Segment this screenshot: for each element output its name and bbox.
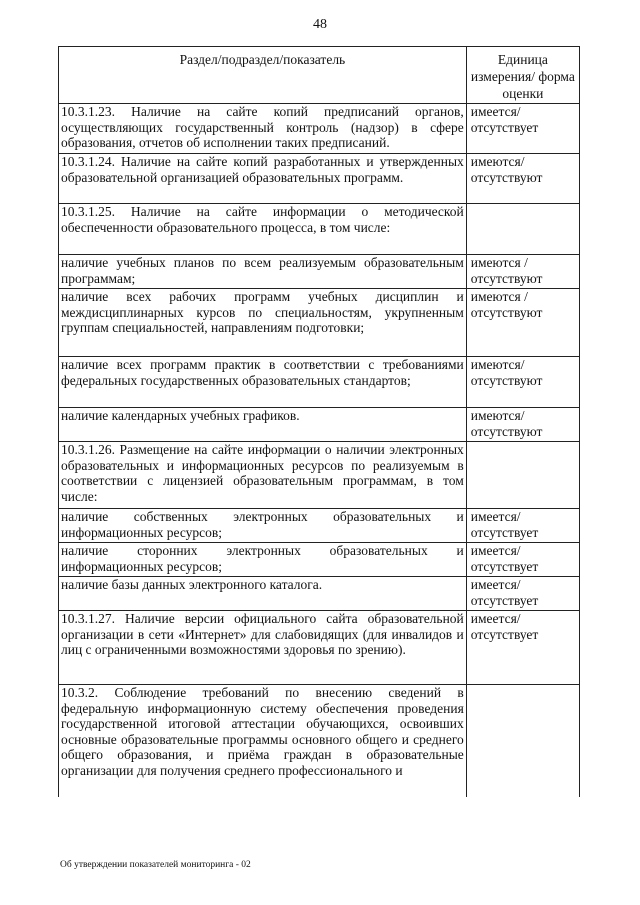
- header-unit: Единица измерения/ форма оценки: [466, 47, 579, 104]
- unit-value: имеются/ отсутствуют: [466, 408, 579, 442]
- unit-value: имеются / отсутствуют: [466, 255, 579, 289]
- unit-value: [466, 204, 579, 255]
- indicator-text: наличие базы данных электронного каталога.: [59, 577, 467, 611]
- table-row: [59, 255, 580, 289]
- page-number: 48: [313, 17, 327, 32]
- header-section: Раздел/подраздел/показатель: [59, 47, 467, 104]
- indicators-table: [58, 46, 580, 797]
- indicator-text: 10.3.1.25. Наличие на сайте информации о методической обеспеченности образовательного процесса, в том числе:: [59, 204, 467, 255]
- unit-value: [466, 442, 579, 509]
- unit-value: имеется/ отсутствует: [466, 104, 579, 154]
- table-row: [59, 509, 580, 543]
- unit-value: [466, 685, 579, 798]
- indicator-text: наличие собственных электронных образовательных и информационных ресурсов;: [59, 509, 467, 543]
- table-row: [59, 577, 580, 611]
- table-row: [59, 543, 580, 577]
- indicator-text: 10.3.1.27. Наличие версии официального сайта образовательной организации в сети «Интернет» для слабовидящих (для инвалидов и лиц с ограниченными возможностями здоровья по зрению).: [59, 611, 467, 685]
- table-row: [59, 685, 580, 798]
- unit-value: имеется/ отсутствует: [466, 577, 579, 611]
- table-row: [59, 442, 580, 509]
- indicator-text: 10.3.2. Соблюдение требований по внесению сведений в федеральную информационную систему обеспечения проведения государственной итоговой аттестации обучающихся, освоивших основные образовательные программы основного общего и среднего общего образования, и приёма граждан в образовательные организации для получения среднего профессионального и: [59, 685, 467, 798]
- indicator-text: наличие всех рабочих программ учебных дисциплин и междисциплинарных курсов по специальностям, укрупненным группам специальностей, направлениям подготовки;: [59, 289, 467, 357]
- indicator-text: наличие всех программ практик в соответствии с требованиями федеральных государственных образовательных стандартов;: [59, 357, 467, 408]
- unit-value: имеется/ отсутствует: [466, 543, 579, 577]
- table-row: [59, 289, 580, 357]
- footer-note: Об утверждении показателей мониторинга - 02: [60, 860, 251, 870]
- unit-value: имеется/ отсутствует: [466, 611, 579, 685]
- indicator-text: 10.3.1.23. Наличие на сайте копий предписаний органов, осуществляющих государственный контроль (надзор) в сфере образования, отчетов об исполнении таких предписаний.: [59, 104, 467, 154]
- table-row: [59, 611, 580, 685]
- table-row: [59, 204, 580, 255]
- indicator-text: 10.3.1.24. Наличие на сайте копий разработанных и утвержденных образовательной организацией образовательных программ.: [59, 154, 467, 204]
- table-row: [59, 357, 580, 408]
- indicator-text: наличие учебных планов по всем реализуемым образовательным программам;: [59, 255, 467, 289]
- table-header-row: [59, 47, 580, 104]
- table-row: [59, 154, 580, 204]
- unit-value: имеются / отсутствуют: [466, 289, 579, 357]
- indicator-text: наличие сторонних электронных образовательных и информационных ресурсов;: [59, 543, 467, 577]
- unit-value: имеются/ отсутствуют: [466, 357, 579, 408]
- unit-value: имеются/ отсутствуют: [466, 154, 579, 204]
- table-row: [59, 104, 580, 154]
- table-row: [59, 408, 580, 442]
- indicator-text: наличие календарных учебных графиков.: [59, 408, 467, 442]
- indicator-text: 10.3.1.26. Размещение на сайте информации о наличии электронных образовательных и информационных ресурсов по реализуемым в соответствии с лицензией образовательным программам, в том числе:: [59, 442, 467, 509]
- unit-value: имеется/ отсутствует: [466, 509, 579, 543]
